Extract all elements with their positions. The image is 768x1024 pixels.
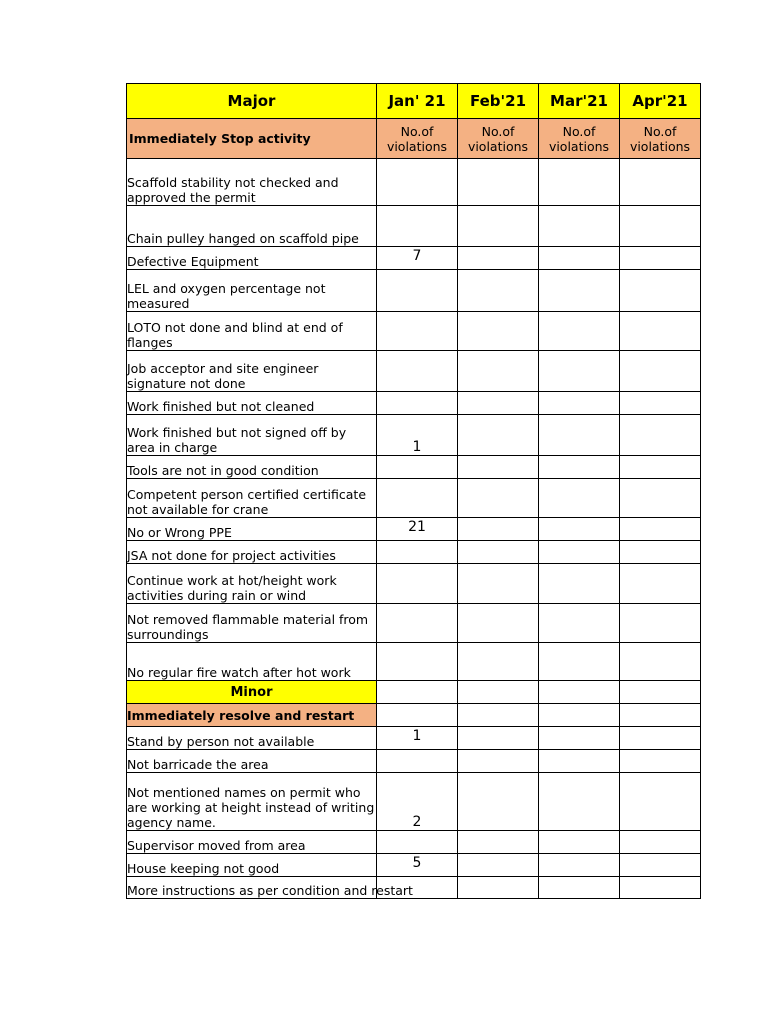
row-label: Not removed flammable material from surroundings: [127, 604, 377, 643]
violation-count-mar: [539, 159, 620, 206]
violation-count-feb: [458, 564, 539, 604]
violations-column-label: No.of violations: [539, 119, 620, 159]
table-row: [127, 854, 701, 877]
violation-count-jan: [377, 159, 458, 206]
violation-count-feb: [458, 415, 539, 456]
violation-count-jan: [377, 750, 458, 773]
violation-count-mar: [539, 727, 620, 750]
violation-count-mar: [539, 456, 620, 479]
table-row: [127, 159, 701, 206]
violation-count-feb: [458, 773, 539, 831]
violation-count-jan: [377, 351, 458, 392]
violation-count-jan: [377, 392, 458, 415]
table-row: [127, 643, 701, 681]
violation-count-jan: [377, 564, 458, 604]
table-row: [127, 773, 701, 831]
header-row: [127, 84, 701, 119]
violation-count-feb: [458, 727, 539, 750]
violation-count-jan: 21: [377, 518, 458, 541]
row-label: Supervisor moved from area: [127, 831, 377, 854]
violation-count-apr: [620, 518, 701, 541]
violation-count-mar: [539, 270, 620, 312]
violation-count-jan: [377, 541, 458, 564]
violation-count-apr: [620, 159, 701, 206]
row-label: LEL and oxygen percentage not measured: [127, 270, 377, 312]
table-row: [127, 604, 701, 643]
table-row: [127, 877, 701, 899]
violation-count-mar: [539, 541, 620, 564]
empty-cell: [620, 681, 701, 704]
violation-count-apr: [620, 456, 701, 479]
violations-column-label: No.of violations: [458, 119, 539, 159]
violation-count-jan: 5: [377, 854, 458, 877]
violation-count-apr: [620, 351, 701, 392]
violation-count-feb: [458, 831, 539, 854]
violation-count-mar: [539, 877, 620, 899]
table-row: [127, 564, 701, 604]
violation-count-mar: [539, 773, 620, 831]
violation-count-apr: [620, 877, 701, 899]
table-row: [127, 727, 701, 750]
row-label: Chain pulley hanged on scaffold pipe: [127, 206, 377, 247]
violation-count-mar: [539, 415, 620, 456]
violation-count-feb: [458, 206, 539, 247]
table-row: [127, 541, 701, 564]
violation-count-feb: [458, 479, 539, 518]
empty-cell: [539, 681, 620, 704]
violation-count-mar: [539, 564, 620, 604]
violation-count-jan: 7: [377, 247, 458, 270]
immediately-resolve-label: Immediately resolve and restart: [127, 704, 377, 727]
violation-count-mar: [539, 604, 620, 643]
violation-count-jan: [377, 643, 458, 681]
empty-cell: [377, 681, 458, 704]
violation-count-apr: [620, 773, 701, 831]
empty-cell: [620, 704, 701, 727]
violation-count-feb: [458, 518, 539, 541]
violation-count-apr: [620, 604, 701, 643]
violation-count-apr: [620, 270, 701, 312]
violation-count-jan: 2: [377, 773, 458, 831]
violation-count-apr: [620, 564, 701, 604]
violation-count-apr: [620, 750, 701, 773]
violation-count-apr: [620, 727, 701, 750]
row-label: Continue work at hot/height work activities during rain or wind: [127, 564, 377, 604]
violations-column-label: No.of violations: [620, 119, 701, 159]
minor-title: Minor: [127, 681, 377, 704]
violation-count-jan: [377, 206, 458, 247]
month-header-mar: Mar'21: [539, 84, 620, 119]
table-row: [127, 456, 701, 479]
violation-count-apr: [620, 392, 701, 415]
violation-count-jan: 1: [377, 415, 458, 456]
violation-count-apr: [620, 206, 701, 247]
violation-count-feb: [458, 159, 539, 206]
violation-count-feb: [458, 877, 539, 899]
violation-count-jan: [377, 604, 458, 643]
table-row: [127, 351, 701, 392]
violation-count-apr: [620, 831, 701, 854]
violation-count-apr: [620, 479, 701, 518]
row-label: Work finished but not cleaned: [127, 392, 377, 415]
violation-count-feb: [458, 392, 539, 415]
row-label: Work finished but not signed off by area in charge: [127, 415, 377, 456]
violation-count-mar: [539, 392, 620, 415]
violation-count-feb: [458, 750, 539, 773]
row-label: Defective Equipment: [127, 247, 377, 270]
minor-header-row: [127, 681, 701, 704]
violation-count-mar: [539, 831, 620, 854]
violation-count-apr: [620, 415, 701, 456]
subheader-row: [127, 119, 701, 159]
violation-count-jan: [377, 270, 458, 312]
row-label: More instructions as per condition and restart: [127, 877, 377, 899]
row-label: No or Wrong PPE: [127, 518, 377, 541]
violation-count-feb: [458, 312, 539, 351]
violation-count-feb: [458, 604, 539, 643]
row-label: Not barricade the area: [127, 750, 377, 773]
minor-subheader-row: [127, 704, 701, 727]
table-row: [127, 392, 701, 415]
table-row: [127, 206, 701, 247]
violation-count-mar: [539, 206, 620, 247]
empty-cell: [539, 704, 620, 727]
violations-column-label: No.of violations: [377, 119, 458, 159]
row-label: House keeping not good: [127, 854, 377, 877]
violation-count-jan: [377, 312, 458, 351]
row-label: LOTO not done and blind at end of flanges: [127, 312, 377, 351]
violation-count-mar: [539, 247, 620, 270]
violation-count-mar: [539, 518, 620, 541]
violation-count-mar: [539, 479, 620, 518]
table-row: [127, 518, 701, 541]
empty-cell: [458, 681, 539, 704]
violation-count-apr: [620, 643, 701, 681]
violation-count-apr: [620, 312, 701, 351]
table-row: [127, 247, 701, 270]
violation-count-mar: [539, 351, 620, 392]
row-label: Competent person certified certificate not available for crane: [127, 479, 377, 518]
violation-count-feb: [458, 351, 539, 392]
violation-count-feb: [458, 247, 539, 270]
violation-count-mar: [539, 854, 620, 877]
major-title: Major: [127, 84, 377, 119]
table-row: [127, 479, 701, 518]
table-row: [127, 750, 701, 773]
violation-count-apr: [620, 854, 701, 877]
violation-count-jan: [377, 479, 458, 518]
violation-count-jan: [377, 456, 458, 479]
violation-count-mar: [539, 750, 620, 773]
violation-count-jan: 1: [377, 727, 458, 750]
month-header-apr: Apr'21: [620, 84, 701, 119]
row-label: Stand by person not available: [127, 727, 377, 750]
empty-cell: [458, 704, 539, 727]
violation-count-jan: [377, 831, 458, 854]
table-row: [127, 415, 701, 456]
violation-count-feb: [458, 643, 539, 681]
violation-count-mar: [539, 643, 620, 681]
violation-count-mar: [539, 312, 620, 351]
row-label: Tools are not in good condition: [127, 456, 377, 479]
table-row: [127, 312, 701, 351]
violation-count-feb: [458, 541, 539, 564]
empty-cell: [377, 704, 458, 727]
month-header-feb: Feb'21: [458, 84, 539, 119]
violation-count-feb: [458, 854, 539, 877]
violation-count-feb: [458, 456, 539, 479]
row-label: JSA not done for project activities: [127, 541, 377, 564]
row-label: No regular fire watch after hot work: [127, 643, 377, 681]
violation-count-apr: [620, 247, 701, 270]
row-label: Job acceptor and site engineer signature not done: [127, 351, 377, 392]
table-row: [127, 270, 701, 312]
immediately-stop-label: Immediately Stop activity: [127, 119, 377, 159]
row-label: Not mentioned names on permit who are working at height instead of writing agency name.: [127, 773, 377, 831]
violation-count-apr: [620, 541, 701, 564]
violations-table: [126, 83, 701, 899]
row-label: Scaffold stability not checked and approved the permit: [127, 159, 377, 206]
month-header-jan: Jan' 21: [377, 84, 458, 119]
table-row: [127, 831, 701, 854]
violation-count-feb: [458, 270, 539, 312]
